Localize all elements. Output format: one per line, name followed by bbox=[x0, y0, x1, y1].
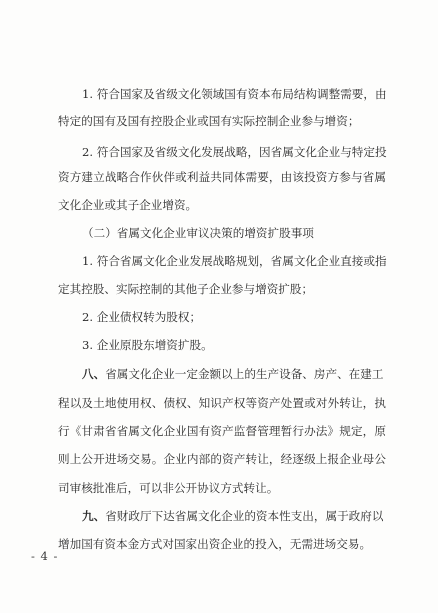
paragraph-line: 增加国有资本金方式对国家出资企业的投入，无需进场交易。 bbox=[58, 537, 372, 551]
paragraph-line: 文化企业或其子企业增资。 bbox=[58, 198, 198, 212]
paragraph-line: 1. 符合省属文化企业发展战略规划，省属文化企业直接或指 bbox=[82, 254, 387, 268]
paragraph-line: 司审核批准后，可以非公开协议方式转让。 bbox=[58, 481, 279, 495]
paragraph-line: 则上公开进场交易。企业内部的资产转让，经逐级上报企业母公 bbox=[58, 452, 386, 466]
paragraph-line: 2. 企业债权转为股权； bbox=[82, 310, 202, 324]
section-8-first-line bbox=[82, 366, 386, 382]
section-9-lead: 九、 bbox=[82, 509, 106, 523]
paragraph-line: 程以及土地使用权、债权、知识产权等资产处置或对外转让，执 bbox=[58, 396, 386, 410]
page-number: - 4 - bbox=[31, 549, 59, 563]
section-9-text: 省财政厅下达省属文化企业的资本性支出，属于政府以 bbox=[105, 509, 384, 523]
paragraph-line: 定其控股、实际控制的其他子企业参与增资扩股； bbox=[58, 282, 314, 296]
paragraph-line: 1. 符合国家及省级文化领域国有资本布局结构调整需要，由 bbox=[82, 87, 387, 101]
section-9-first-line bbox=[82, 508, 386, 524]
section-8-lead: 八、 bbox=[82, 367, 106, 381]
paragraph-line: 特定的国有及国有控股企业或国有实际控制企业参与增资； bbox=[58, 114, 360, 128]
paragraph-line: 2. 符合国家及省级文化发展战略，因省属文化企业与特定投 bbox=[82, 145, 387, 159]
section-8-text: 省属文化企业一定金额以上的生产设备、房产、在建工 bbox=[105, 367, 384, 381]
paragraph-line: 3. 企业原股东增资扩股。 bbox=[82, 338, 213, 352]
paragraph-line: 行《甘肃省省属文化企业国有资产监督管理暂行办法》规定，原 bbox=[58, 424, 386, 438]
section-heading: （二）省属文化企业审议决策的增资扩股事项 bbox=[82, 226, 314, 240]
paragraph-line: 资方建立战略合作伙伴或利益共同体需要，由该投资方参与省属 bbox=[58, 170, 386, 184]
